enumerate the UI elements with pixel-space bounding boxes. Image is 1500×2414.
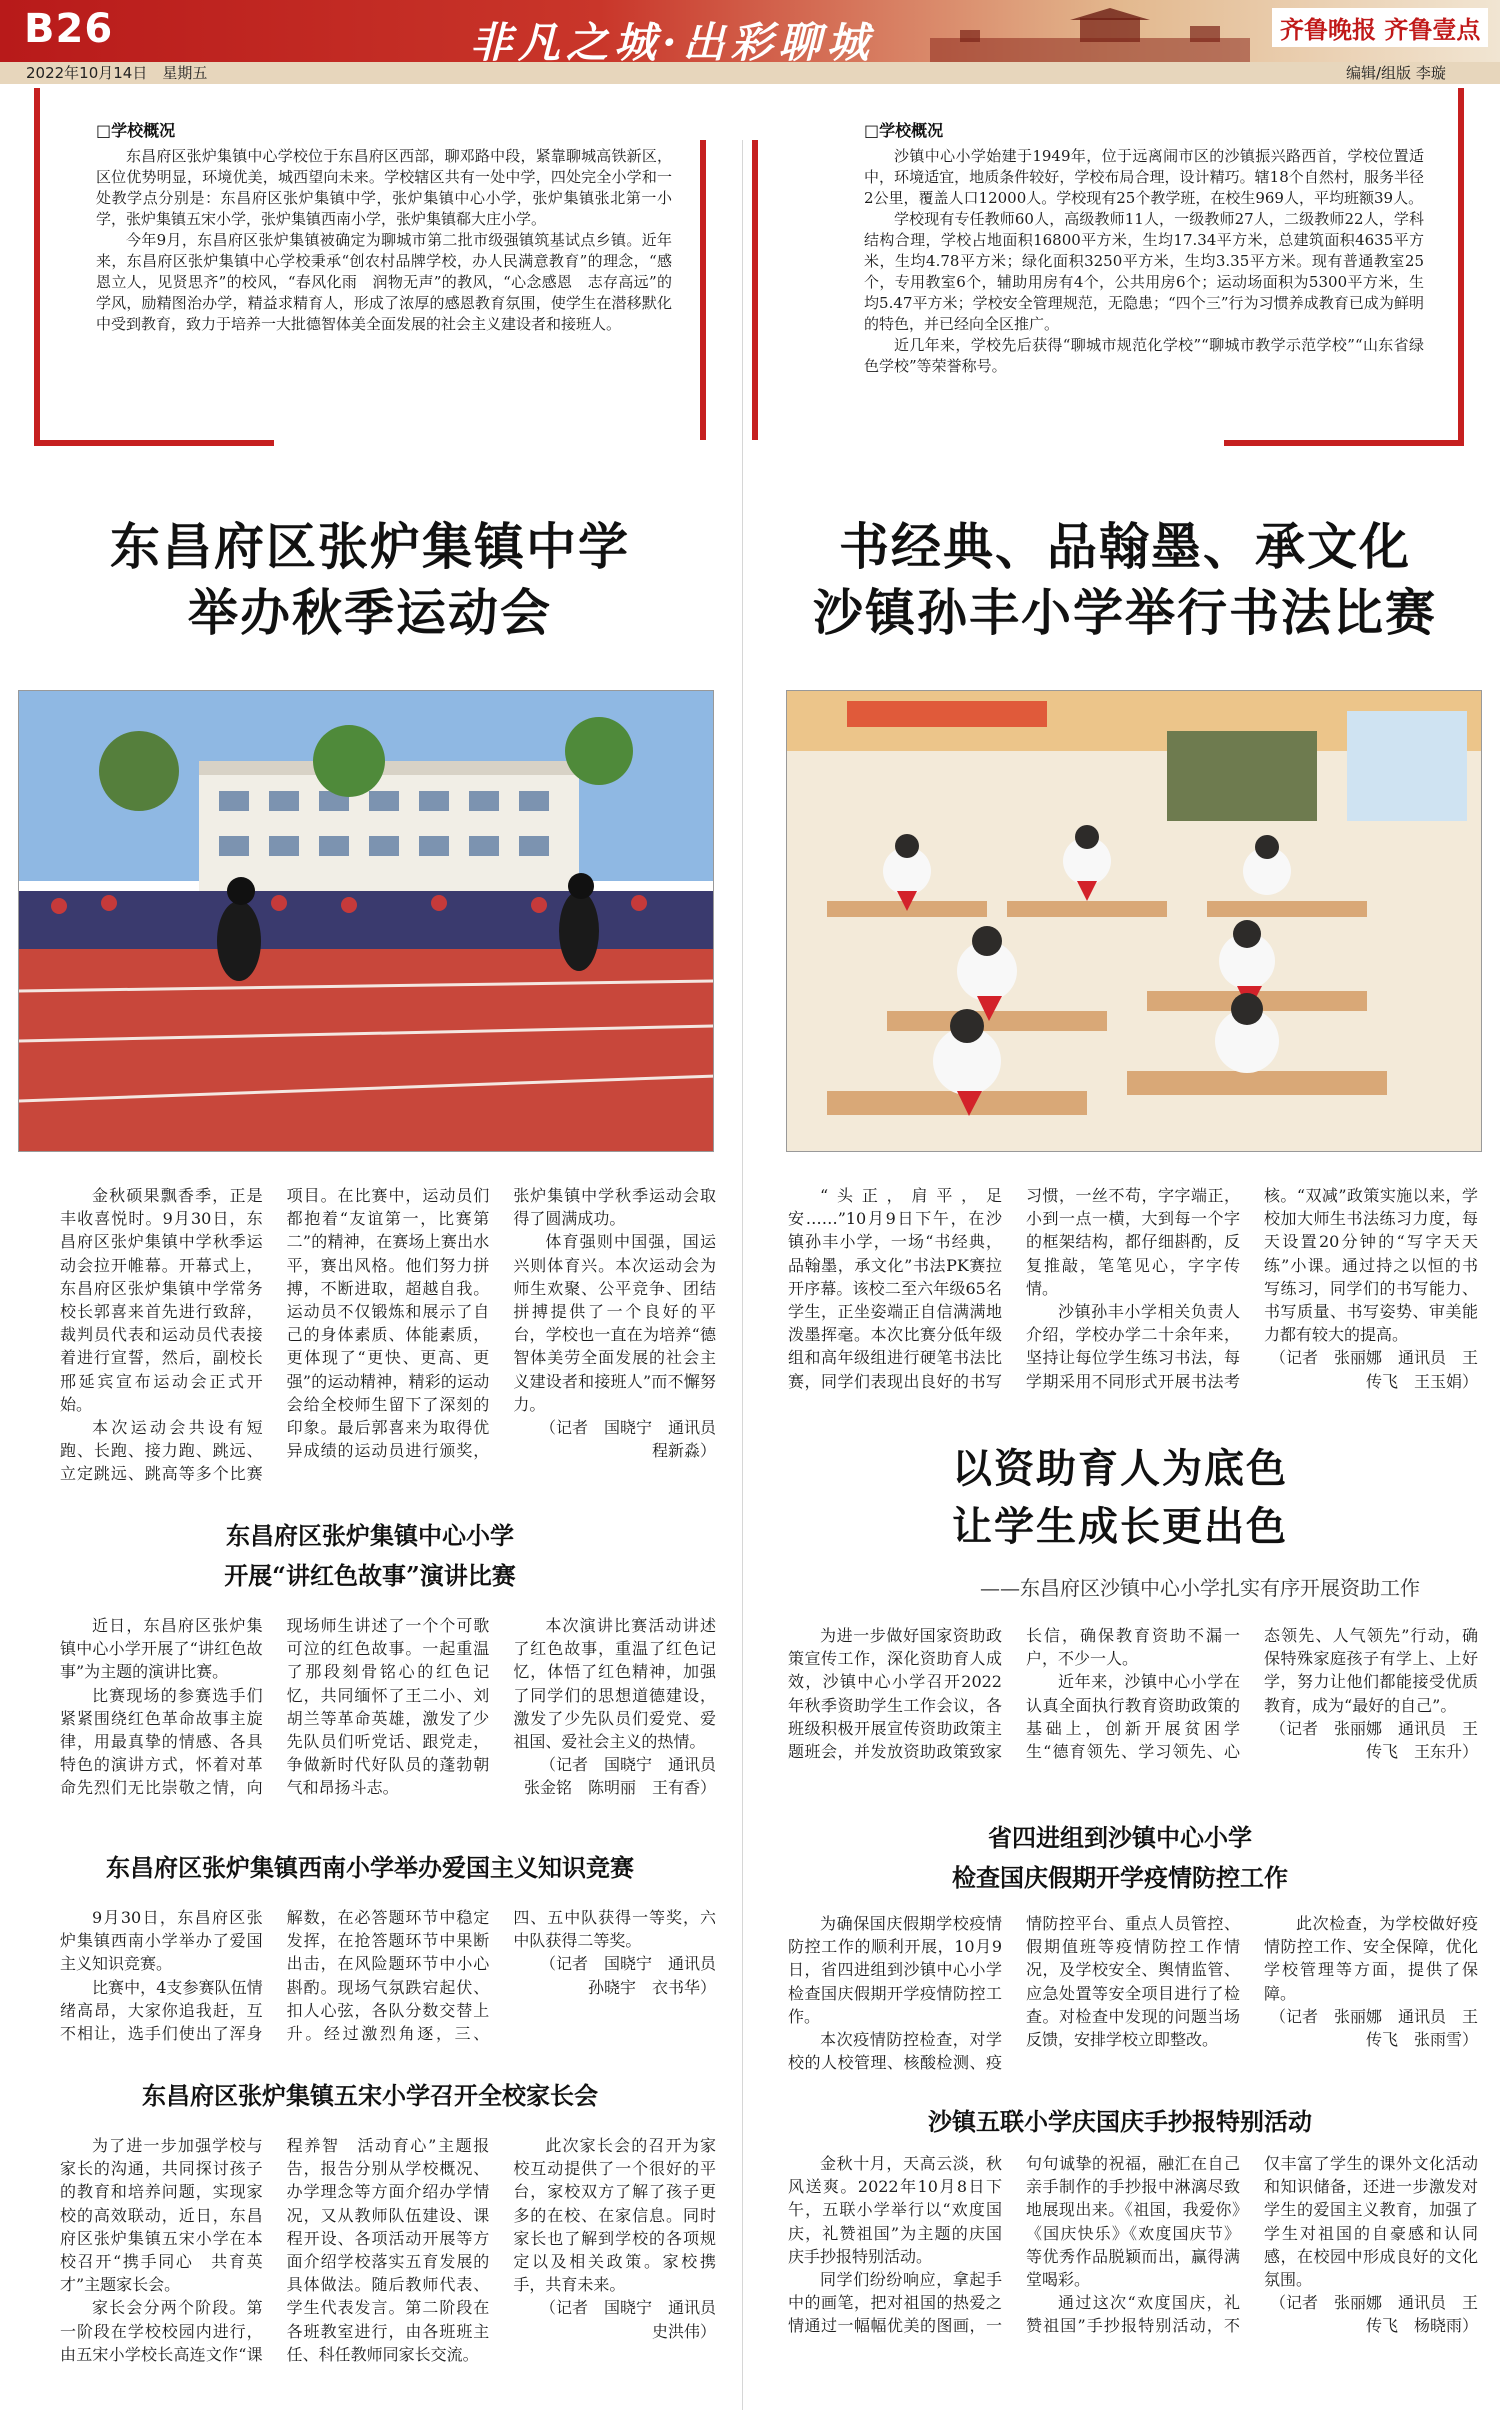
handbook-paragraph: 通过这次“欢度国庆，礼赞祖国”手抄报特别活动，不仅丰富了学生的课外文化活动和知识储备，还进一步激发对学生的爱国主义教育，加强了学生对祖国的自豪感和认同感，在校园中形成良好的文化氛围。	[1026, 2154, 1478, 2336]
header-slogan: 非凡之城·出彩聊城	[470, 18, 875, 67]
left-overview-text	[96, 146, 672, 335]
right-box-bottom-rule	[1224, 440, 1464, 446]
inspect-article	[788, 1912, 1478, 2082]
aid-credit: （记者 张丽娜 通讯员 王传飞 王东升）	[1269, 1718, 1478, 1762]
aid-deck: ——东昌府区沙镇中心小学扎实有序开展资助工作	[980, 1576, 1420, 1600]
inspect-paragraph: 为确保国庆假期学校疫情防控工作的顺利开展，10月9日，省四进组到沙镇中心小学检查国庆假期开学疫情防控工作。	[788, 1914, 1002, 2026]
city-skyline-icon	[930, 8, 1250, 62]
right-overview-text	[864, 146, 1424, 377]
sports-paragraph: 本次运动会共设有短跑、长跑、接力跑、跳远、立定跳远、跳高等多个比赛项目。在比赛中，运动员们都抱着“友谊第一，比赛第二”的精神，在赛场上赛出水平，赛出风格。他们努力拼搏，不断进取，超越自我。运动员不仅锻炼和展示了自己的身体素质、体能素质，更体现了“更快、更高、更强”的运动精神，精彩的运动会给全校师生留下了深刻的印象。最后郭喜来为取得优异成绩的运动员进行颁奖，张炉集镇中学秋季运动会取得了圆满成功。	[60, 1186, 716, 1484]
right-box-left-rule	[752, 140, 758, 440]
story2-article	[60, 1906, 732, 2046]
calligraphy-classroom-photo	[786, 690, 1482, 1152]
left-box-right-rule	[700, 140, 706, 440]
story1-paragraph: 比赛现场的参赛选手们紧紧围绕红色革命故事主旋律，用最真挚的情感、各具特色的演讲方式，怀着对革命先烈们无比崇敬之情，向现场师生讲述了一个个可歌可泣的红色故事。一起重温了那段刻骨铭心的红色记忆，共同缅怀了王二小、刘胡兰等革命英雄，激发了少先队员们听党话、跟党走，争做新时代好队员的蓬勃朝气和昂扬斗志。	[60, 1616, 490, 1798]
sports-meet-photo	[18, 690, 714, 1152]
handbook-headline: 沙镇五联小学庆国庆手抄报特别活动	[928, 2107, 1312, 2136]
left-overview-paragraph: 今年9月，东昌府区张炉集镇被确定为聊城市第二批市级强镇筑基试点乡镇。近年来，东昌府区张炉集镇中心学校秉承“创农村品牌学校，办人民满意教育”的理念，“感恩立人，见贤思齐”的校风，“春风化雨 润物无声”的教风，“心念感恩 志存高远”的学风，励精图治办学，精益求精育人，形成了浓厚的感恩教育氛围，使学生在潜移默化中受到教育，致力于培养一大批德智体美全面发展的社会主义建设者和接班人。	[96, 231, 672, 333]
aid-paragraph: 为进一步做好国家资助政策宣传工作，深化资助育人成效，沙镇中心小学召开2022年秋季资助学生工作会议，各班级积极开展宣传资助政策主题班会，并发放资助政策致家长信，确保教育资助不漏一户，不少一人。	[788, 1626, 1240, 1762]
editor-credit: 编辑/组版 李璇	[1346, 64, 1446, 82]
story3-article	[60, 2134, 732, 2394]
aid-article	[788, 1624, 1478, 1810]
right-overview-paragraph: 学校现有专任教师60人，高级教师11人，一级教师27人，二级教师22人，学科结构合理，学校占地面积16800平方米，生均17.34平方米，总建筑面积4635平方米，生均4.78平方米；绿化面积3250平方米，生均3.35平方米。现有普通教室25个，专用教室6个，辅助用房有4个，公共用房6个；运动场面积为5300平方米，生均5.47平方米；学校安全管理规范，无隐患；“四个三”行为习惯养成教育已成为鲜明的特色，并已经向全区推广。	[864, 210, 1424, 333]
classroom-illustration	[787, 691, 1482, 1152]
sports-meet-article	[60, 1184, 732, 1534]
story2-headline: 东昌府区张炉集镇西南小学举办爱国主义知识竞赛	[106, 1853, 634, 1882]
page-number: B26	[24, 6, 114, 52]
left-box-bottom-rule	[34, 440, 274, 446]
handbook-article	[788, 2152, 1478, 2392]
right-headline: 书经典、品翰墨、承文化 沙镇孙丰小学举行书法比赛	[813, 517, 1437, 642]
story1-headline: 东昌府区张炉集镇中心小学 开展“讲红色故事”演讲比赛	[224, 1521, 516, 1590]
calligraphy-credit: （记者 张丽娜 通讯员 王传飞 王玉娟）	[1269, 1348, 1478, 1391]
sports-paragraph: 金秋硕果飘香季，正是丰收喜悦时。9月30日，东昌府区张炉集镇中学秋季运动会拉开帷幕。开幕式上，东昌府区张炉集镇中学常务校长郭喜来首先进行致辞，裁判员代表和运动员代表接着进行宣誓，然后，副校长邢延宾宣布运动会正式开始。	[60, 1186, 263, 1414]
right-box-right-rule	[1458, 88, 1464, 446]
story3-paragraph: 此次家长会的召开为家校互动提供了一个很好的平台，家校双方了解了孩子更多的在校、在家信息。同时家长也了解到学校的各项规定以及相关政策。家校携手，共育未来。	[513, 2136, 716, 2295]
newspaper-brand: 齐鲁晚报 齐鲁壹点	[1272, 8, 1488, 47]
handbook-paragraph: 金秋十月，天高云淡，秋风送爽。2022年10月8日下午，五联小学举行以“欢度国庆，礼赞祖国”为主题的庆国庆手抄报特别活动。	[788, 2154, 1002, 2266]
page-header	[0, 0, 1500, 84]
left-headline: 东昌府区张炉集镇中学 举办秋季运动会	[110, 517, 630, 642]
left-box-left-rule	[34, 88, 40, 446]
story3-paragraph: 为了进一步加强学校与家长的沟通，共同探讨孩子的教育和培养问题，实现家校的高效联动，近日，东昌府区张炉集镇五宋小学在本校召开“携手同心 共育英才”主题家长会。	[60, 2136, 263, 2295]
story2-credit: （记者 国晓宁 通讯员 孙晓宇 衣书华）	[539, 1954, 732, 1997]
story1-credit: （记者 国晓宁 通讯员 张金铭 陈明丽 王有香）	[523, 1755, 732, 1798]
inspect-paragraph: 本次疫情防控检查，对学校的人校管理、核酸检测、疫情防控平台、重点人员管控、假期值班等疫情防控工作情况，及学校安全、舆情监管、应急处置等安全项目进行了检查。对检查中发现的问题当场反馈，安排学校立即整改。	[788, 1914, 1240, 2073]
inspect-credit: （记者 张丽娜 通讯员 王传飞 张雨雪）	[1269, 2006, 1478, 2050]
right-overview-paragraph: 近几年来，学校先后获得“聊城市规范化学校”“聊城市教学示范学校”“山东省绿色学校”等荣誉称号。	[864, 336, 1424, 375]
column-divider	[742, 140, 743, 2410]
weekday-text: 星期五	[162, 64, 208, 82]
handbook-paragraph: 同学们纷纷响应，拿起手中的画笔，把对祖国的热爱之情通过一幅幅优美的图画，一句句诚挚的祝福，融汇在自己亲手制作的手抄报中淋漓尽致地展现出来。《祖国，我爱你》《国庆快乐》《欢度国庆节》等优秀作品脱颖而出，赢得满堂喝彩。	[788, 2154, 1240, 2336]
story2-paragraph: 比赛中，4支参赛队伍情绪高昂，大家你追我赶，互不相让，选手们使出了浑身解数，在必答题环节中稳定发挥，在抢答题环节中果断出击，在风险题环节中小心斟酌。现场气氛跌宕起伏、扣人心弦，各队分数交替上升。经过激烈角逐，三、四、五中队获得一等奖，六中队获得二等奖。	[60, 1908, 716, 2044]
handbook-credit: （记者 张丽娜 通讯员 王传飞 杨晓雨）	[1269, 2293, 1478, 2336]
calligraphy-article	[788, 1184, 1478, 1418]
story3-headline: 东昌府区张炉集镇五宋小学召开全校家长会	[142, 2081, 598, 2110]
right-overview-paragraph: 沙镇中心小学始建于1949年，位于远离闹市区的沙镇振兴路西首，学校位置适中，环境适宜，地质条件较好，学校布局合理，设计精巧。辖18个自然村，服务半径2公里，覆盖人口12000人。学校现有25个教学班，在校生969人，平均班额39人。	[864, 147, 1424, 207]
calligraphy-paragraph: “头正，肩平，足安……”10月9日下午，在沙镇孙丰小学，一场“书经典，品翰墨，承文化”书法PK赛拉开序幕。该校二至六年级65名学生，正坐姿端正自信满满地泼墨挥毫。本次比赛分低年级组和高年级组进行硬笔书法比赛，同学们表现出良好的书写习惯，一丝不苟，字字端正，小到一点一横，大到每一个字的框架结构，都仔细斟酌，反复推敲，笔笔见心，字字传情。	[788, 1186, 1240, 1391]
issue-date	[26, 62, 207, 83]
story1-paragraph: 本次演讲比赛活动讲述了红色故事，重温了红色记忆，体悟了红色精神，加强了同学们的思想道德建设，激发了少先队员们爱党、爱祖国、爱社会主义的热情。	[513, 1616, 716, 1752]
left-overview-paragraph: 东昌府区张炉集镇中心学校位于东昌府区西部，聊邓路中段，紧靠聊城高铁新区，区位优势明显，环境优美，城西望向未来。学校辖区共有一处中学，四处完全小学和一处教学点分别是：东昌府区张炉集镇中学，张炉集镇中心小学，张炉集镇张北第一小学，张炉集镇五宋小学，张炉集镇西南小学，张炉集镇郗大庄小学。	[96, 147, 672, 228]
story1-article	[60, 1614, 732, 1824]
aid-paragraph: 近年来，沙镇中心小学在认真全面执行教育资助政策的基础上，创新开展贫困学生“德育领先、学习领先、心态领先、人气领先”行动，确保特殊家庭孩子有学上、上好学，努力让他们都能接受优质教育，成为“最好的自己”。	[1026, 1626, 1478, 1762]
sports-meet-illustration	[19, 691, 714, 1152]
right-overview-heading: □学校概况	[864, 121, 944, 140]
story3-credit: （记者 国晓宁 通讯员 史洪伟）	[539, 2298, 732, 2341]
sports-credit: （记者 国晓宁 通讯员 程新淼）	[539, 1418, 732, 1461]
calligraphy-paragraph: 沙镇孙丰小学相关负责人介绍，学校办学二十余年来，坚持让每位学生练习书法，每学期采用不同形式开展书法考核。“双减”政策实施以来，学校加大师生书法练习力度，每天设置20分钟的“写字天天练”小课。通过持之以恒的书写练习，同学们的书写能力、书写质量、书写姿势、审美能力都有较大的提高。	[1026, 1186, 1478, 1391]
inspect-paragraph: 此次检查，为学校做好疫情防控工作、安全保障，优化学校管理等方面，提供了保障。	[1264, 1914, 1478, 2003]
story2-paragraph: 9月30日，东昌府区张炉集镇西南小学举办了爱国主义知识竞赛。	[60, 1908, 263, 1974]
story1-paragraph: 近日，东昌府区张炉集镇中心小学开展了“讲红色故事”为主题的演讲比赛。	[60, 1616, 263, 1682]
inspect-headline: 省四进组到沙镇中心小学 检查国庆假期开学疫情防控工作	[952, 1823, 1288, 1892]
aid-headline: 以资助育人为底色 让学生成长更出色	[952, 1445, 1288, 1550]
sports-paragraph: 体育强则中国强，国运兴则体育兴。本次运动会为师生欢聚、公平竞争、团结拼搏提供了一个良好的平台，学校也一直在为培养“德智体美劳全面发展的社会主义建设者和接班人”而不懈努力。	[513, 1232, 716, 1414]
story3-paragraph: 家长会分两个阶段。第一阶段在学校校园内进行，由五宋小学校长高连文作“课程养智 活动育心”主题报告，报告分别从学校概况、办学理念等方面介绍办学情况，又从教师队伍建设、课程开设、各项活动开展等方面介绍学校落实五育发展的具体做法。随后教师代表、学生代表发言。第二阶段在各班教室进行，由各班班主任、科任教师同家长交流。	[60, 2136, 490, 2364]
left-overview-heading: □学校概况	[96, 121, 176, 140]
date-text: 2022年10月14日	[26, 64, 148, 82]
